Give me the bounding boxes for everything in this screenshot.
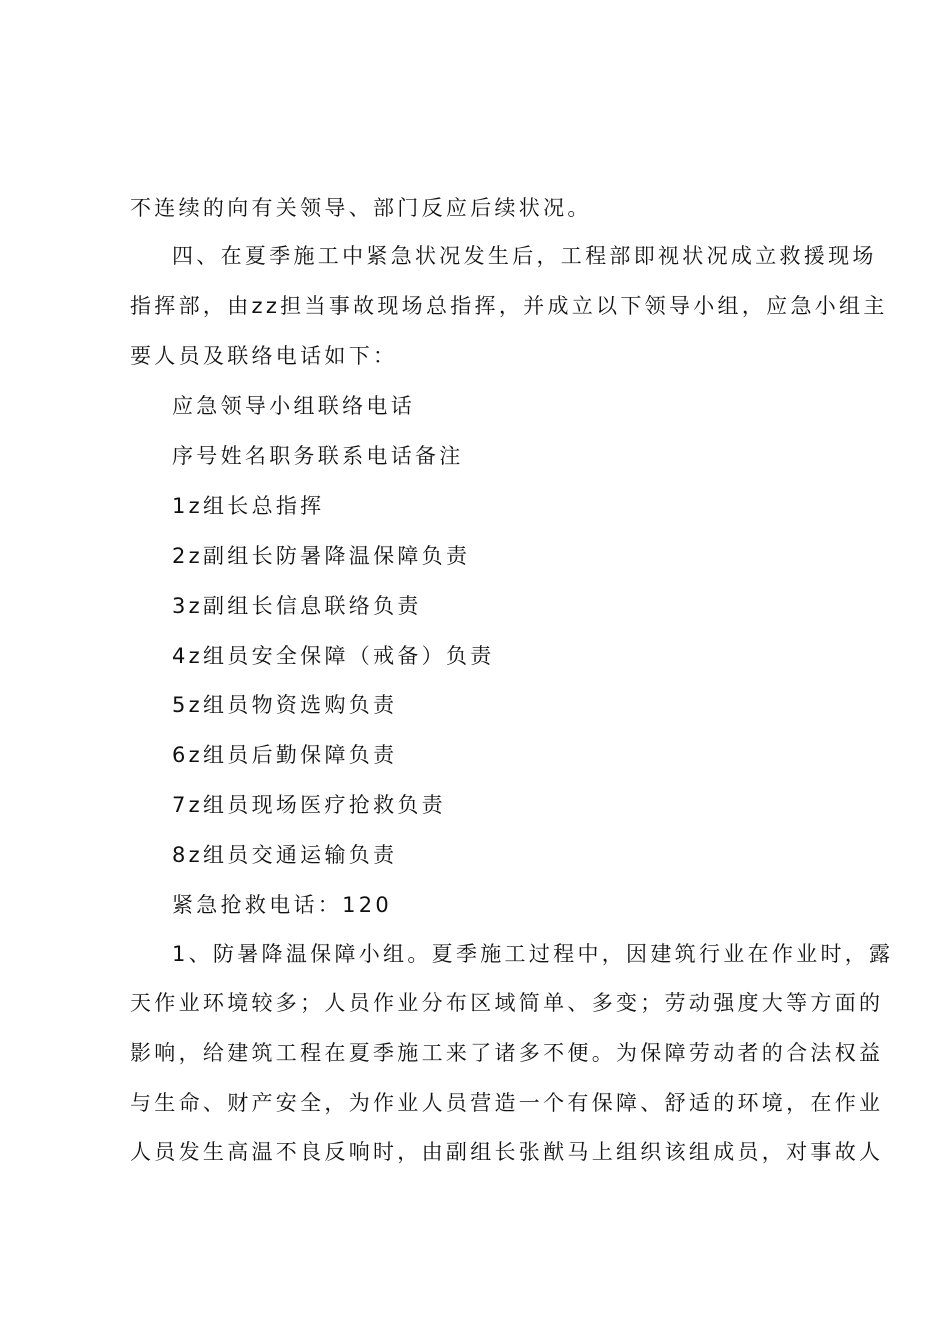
emergency-phone: 紧急抢救电话：120	[172, 893, 393, 917]
paragraph-line: 人员发生高温不良反响时，由副组长张猷马上组织该组成员，对事故人	[130, 1140, 884, 1164]
table-row: 8z组员交通运输负责	[172, 843, 398, 867]
table-row: 5z组员物资选购负责	[172, 693, 398, 717]
paragraph-line: 指挥部，由zz担当事故现场总指挥，并成立以下领导小组，应急小组主	[130, 294, 888, 318]
paragraph-line: 1、防暑降温保障小组。夏季施工过程中，因建筑行业在作业时，露	[172, 942, 894, 966]
paragraph-line: 要人员及联络电话如下：	[130, 344, 398, 368]
paragraph-line: 不连续的向有关领导、部门反应后续状况。	[130, 196, 592, 220]
table-header-row: 序号姓名职务联系电话备注	[172, 444, 464, 468]
paragraph-line: 影响，给建筑工程在夏季施工来了诸多不便。为保障劳动者的合法权益	[130, 1041, 884, 1065]
paragraph-line: 与生命、财产安全，为作业人员营造一个有保障、舒适的环境，在作业	[130, 1091, 884, 1115]
table-row: 6z组员后勤保障负责	[172, 743, 398, 767]
table-row: 7z组员现场医疗抢救负责	[172, 793, 446, 817]
table-row: 3z副组长信息联络负责	[172, 594, 422, 618]
paragraph-line: 天作业环境较多；人员作业分布区域简单、多变；劳动强度大等方面的	[130, 991, 884, 1015]
paragraph-line: 四、在夏季施工中紧急状况发生后，工程部即视状况成立救援现场	[172, 244, 877, 268]
table-row: 2z副组长防暑降温保障负责	[172, 544, 471, 568]
table-row: 1z组长总指挥	[172, 494, 325, 518]
table-title: 应急领导小组联络电话	[172, 394, 415, 418]
table-row: 4z组员安全保障（戒备）负责	[172, 644, 495, 668]
